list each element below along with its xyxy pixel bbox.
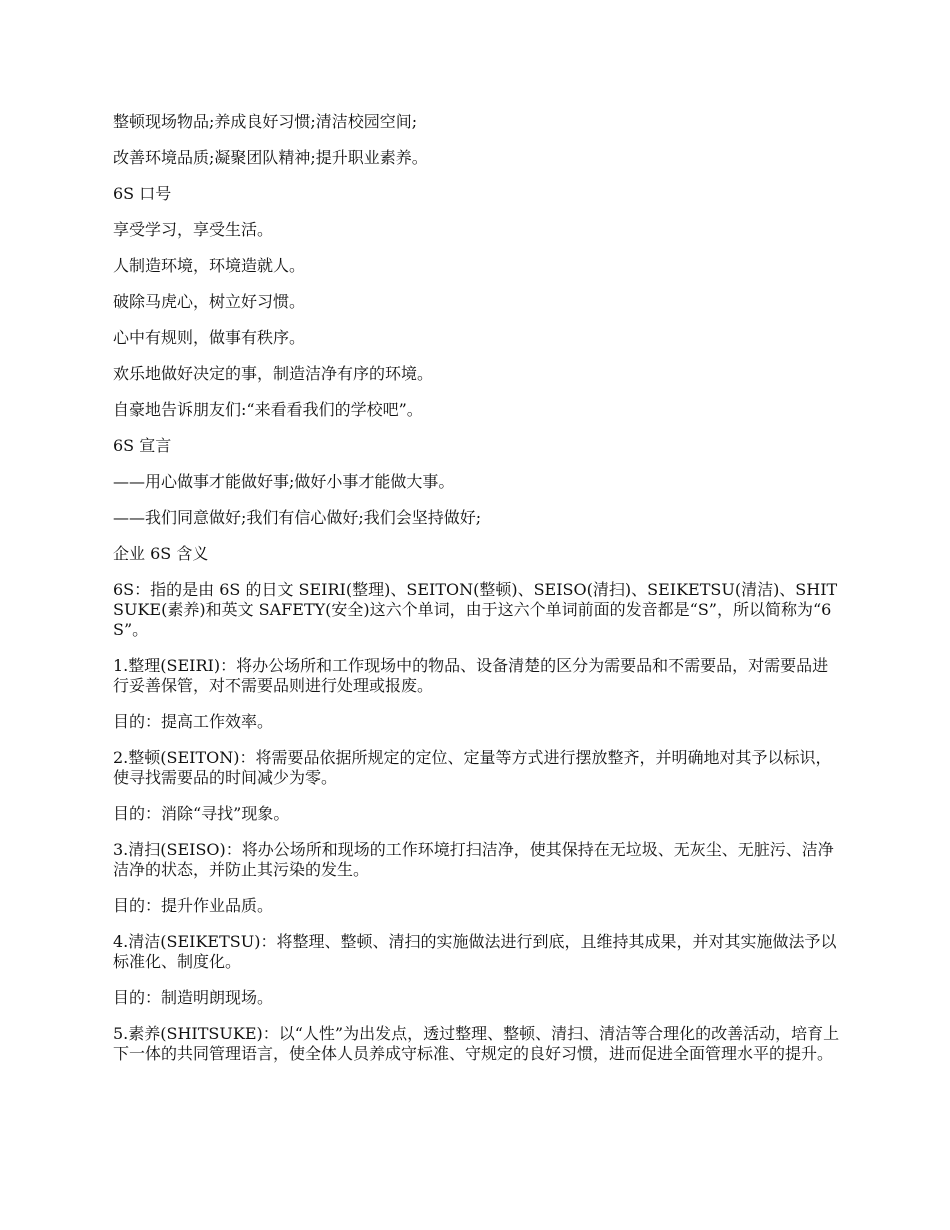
paragraph: 3.清扫(SEISO)：将办公场所和现场的工作环境打扫洁净，使其保持在无垃圾、无灰尘、无脏污、洁净洁净的状态，并防止其污染的发生。 xyxy=(113,840,834,879)
paragraph: 6S：指的是由 6S 的日文 SEIRI(整理)、SEITON(整顿)、SEISO(清扫)、SEIKETSU(清洁)、SHITSUKE(素养)和英文 SAFETY(安全)这六个单词，由于这六个单词前面的发音都是“S”，所以简称为“6S”。 xyxy=(113,580,838,639)
paragraph: 2.整顿(SEITON)：将需要品依据所规定的定位、定量等方式进行摆放整齐，并明确地对其予以标识，使寻找需要品的时间减少为零。 xyxy=(113,748,832,787)
document-body xyxy=(113,112,843,1080)
paragraph: ——用心做事才能做好事;做好小事才能做大事。 xyxy=(113,472,455,491)
paragraph: 5.素养(SHITSUKE)：以“人性”为出发点，透过整理、整顿、清扫、清洁等合理化的改善活动，培育上下一体的共同管理语言，使全体人员养成守标准、守规定的良好习惯，进而促进全面管理水平的提升。 xyxy=(113,1024,840,1063)
paragraph: 自豪地告诉朋友们:“来看看我们的学校吧”。 xyxy=(113,400,423,419)
section-heading: 6S 宣言 xyxy=(113,436,172,455)
paragraph: 心中有规则，做事有秩序。 xyxy=(113,328,306,347)
paragraph: 目的：制造明朗现场。 xyxy=(113,988,274,1007)
paragraph: 目的：提高工作效率。 xyxy=(113,712,274,731)
paragraph: 4.清洁(SEIKETSU)：将整理、整顿、清扫的实施做法进行到底，且维持其成果，并对其实施做法予以标准化、制度化。 xyxy=(113,932,837,971)
paragraph: 破除马虎心，树立好习惯。 xyxy=(113,292,306,311)
paragraph: 改善环境品质;凝聚团队精神;提升职业素养。 xyxy=(113,148,428,167)
paragraph: 欢乐地做好决定的事，制造洁净有序的环境。 xyxy=(113,364,434,383)
paragraph: ——我们同意做好;我们有信心做好;我们会坚持做好; xyxy=(113,508,482,527)
paragraph: 整顿现场物品;养成良好习惯;清洁校园空间; xyxy=(113,112,418,131)
section-heading: 企业 6S 含义 xyxy=(113,544,209,563)
section-heading: 6S 口号 xyxy=(113,184,172,203)
paragraph: 享受学习，享受生活。 xyxy=(113,220,274,239)
paragraph: 目的：消除“寻找”现象。 xyxy=(113,804,290,823)
paragraph: 人制造环境，环境造就人。 xyxy=(113,256,306,275)
paragraph: 1.整理(SEIRI)：将办公场所和工作现场中的物品、设备清楚的区分为需要品和不需要品，对需要品进行妥善保管，对不需要品则进行处理或报废。 xyxy=(113,656,829,695)
paragraph: 目的：提升作业品质。 xyxy=(113,896,274,915)
